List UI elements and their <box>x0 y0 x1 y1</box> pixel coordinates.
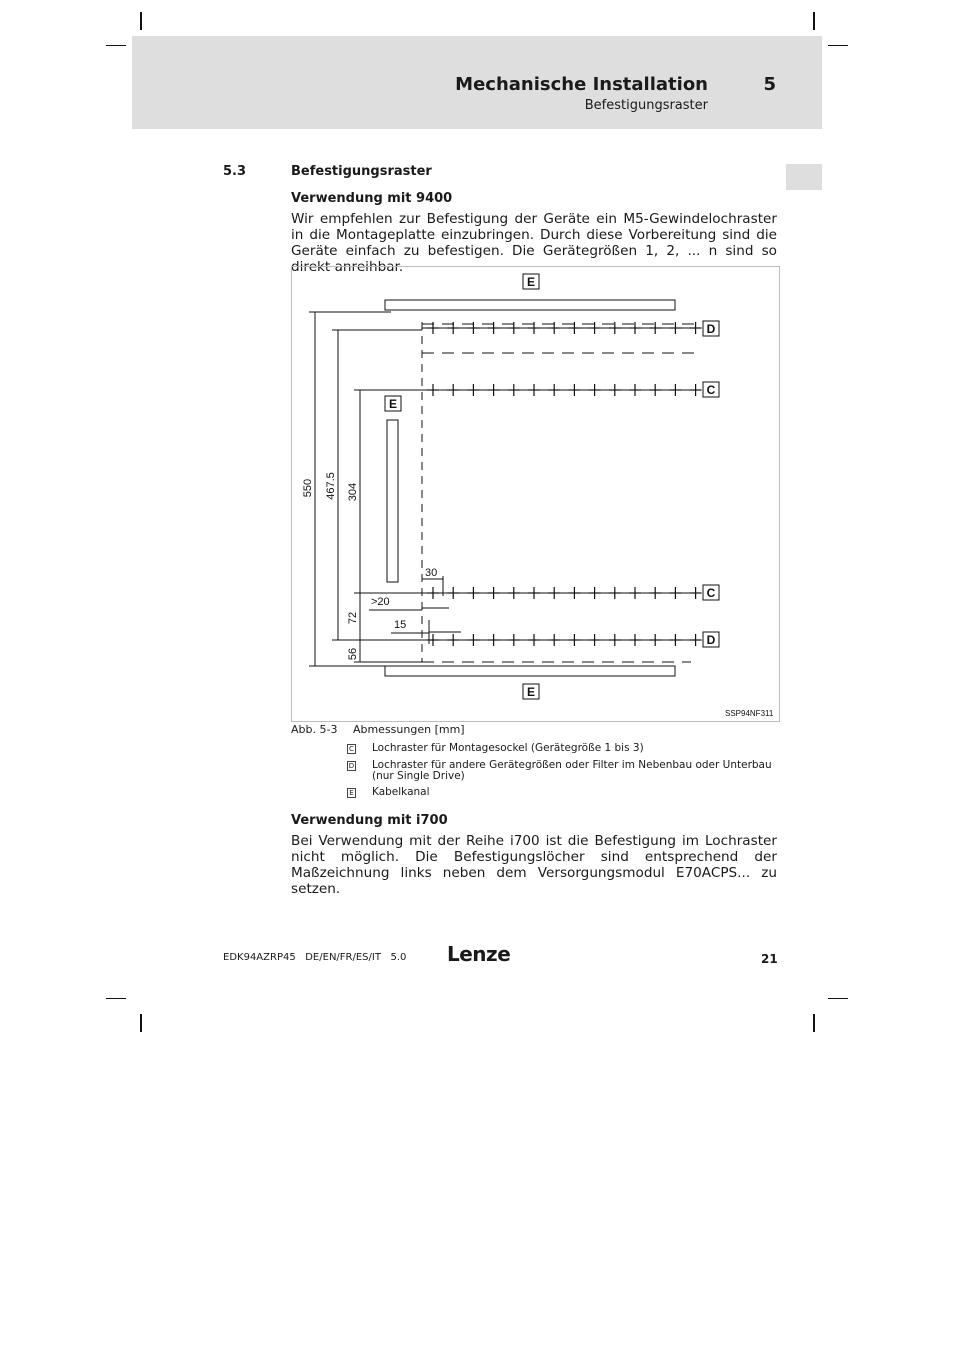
crop-mark <box>140 12 142 30</box>
cable-duct-bottom <box>385 666 675 676</box>
cable-duct-top <box>385 300 675 310</box>
crop-mark <box>813 1014 815 1032</box>
figure-caption <box>291 723 465 736</box>
label-d-top: D <box>706 322 716 336</box>
dim-30: 30 <box>425 567 438 579</box>
label-e-bottom: E <box>526 685 536 699</box>
subheading-i700: Verwendung mit i700 <box>291 813 448 828</box>
legend-text: Lochraster für andere Gerätegrößen oder Filter im Nebenbau oder Unterbau (nur Single Drive) <box>372 759 772 782</box>
crop-mark <box>828 998 848 999</box>
figure-code: SSP94NF311 <box>725 709 774 718</box>
crop-mark <box>140 1014 142 1032</box>
chapter-subtitle: Befestigungsraster <box>584 98 708 113</box>
legend-key: D <box>348 762 355 770</box>
crop-mark <box>813 12 815 30</box>
legend-key: C <box>347 744 356 754</box>
mounting-grid-drawing <box>291 266 780 722</box>
dim-56: 56 <box>347 647 359 661</box>
cable-duct-vertical <box>387 420 398 582</box>
crop-mark <box>828 45 848 46</box>
header-band <box>132 36 822 129</box>
crop-mark <box>106 45 126 46</box>
label-e-mid: E <box>388 397 398 411</box>
document-id: EDK94AZRP45 DE/EN/FR/ES/IT 5.0 <box>223 952 407 963</box>
dim-72: 72 <box>347 611 359 625</box>
paragraph-i700: Bei Verwendung mit der Reihe i700 ist die Befestigung im Lochraster nicht möglich. Die Befestigungslöcher sind entsprechend der Maßzeichnung links neben dem Versorgungsmodul E70ACPS... zu setzen. <box>291 833 777 897</box>
lenze-logo: Lenze <box>447 942 511 966</box>
dim-467: 467.5 <box>325 472 337 500</box>
chapter-number: 5 <box>763 74 776 95</box>
label-c-top: C <box>706 383 716 397</box>
legend-key: E <box>347 788 356 798</box>
legend-text: Kabelkanal <box>372 786 430 798</box>
hole-grid <box>427 322 702 646</box>
page-number: 21 <box>761 952 778 966</box>
paragraph-9400: Wir empfehlen zur Befestigung der Geräte ein M5-Gewindelochraster in die Montageplatte einzubringen. Durch diese Vorbereitung sind die Geräte einfach zu befestigen. Die Gerätegrößen 1, 2, ... n sind so direkt anreihbar. <box>291 211 777 275</box>
dim-20: >20 <box>371 596 390 608</box>
label-c-bottom: C <box>706 586 716 600</box>
section-title: Befestigungsraster <box>291 164 432 179</box>
caption-text: Abmessungen [mm] <box>352 723 465 736</box>
section-number: 5.3 <box>223 164 247 179</box>
side-tab <box>786 164 822 190</box>
dim-550: 550 <box>302 478 314 498</box>
dim-304: 304 <box>347 482 359 502</box>
legend-text: Lochraster für Montagesockel (Gerätegröße 1 bis 3) <box>372 742 644 754</box>
crop-mark <box>106 998 126 999</box>
chapter-title: Mechanische Installation <box>455 74 708 95</box>
label-e-top: E <box>526 275 536 289</box>
subheading-9400: Verwendung mit 9400 <box>291 191 453 206</box>
caption-label: Abb. 5-3 <box>291 723 338 736</box>
dim-15: 15 <box>394 619 407 631</box>
label-d-bottom: D <box>706 633 716 647</box>
